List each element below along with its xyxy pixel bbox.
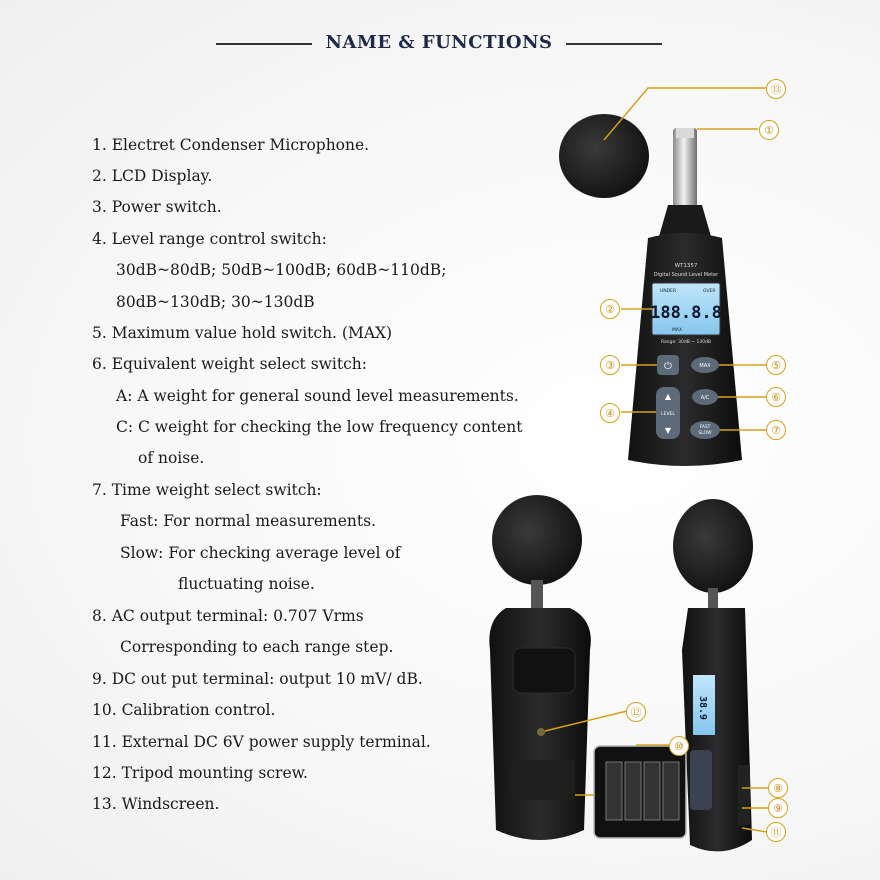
device-name: Digital Sound Level Meter (653, 272, 719, 278)
max-indicator: MAX (672, 328, 683, 333)
list-item-detail: Fast: For normal measurements. (120, 512, 376, 530)
ac-button-label: A/C (700, 395, 710, 401)
down-arrow-icon: ▼ (664, 426, 672, 435)
range-text: Range: 30dB ~ 130dB (660, 340, 712, 345)
max-button-label: MAX (699, 363, 711, 369)
windscreen-side (673, 499, 753, 593)
model-label: WT1357 (674, 263, 698, 269)
list-item: 3. Power switch. (92, 198, 222, 216)
list-item-detail: C: C weight for checking the low frequency content (116, 418, 523, 436)
list-item-detail: of noise. (138, 449, 205, 467)
windscreen (559, 114, 649, 198)
over-label: OVER (703, 289, 716, 294)
side-reading: 38.9 (697, 695, 708, 721)
list-item: 12. Tripod mounting screw. (92, 764, 308, 782)
list-item: 4. Level range control switch: (92, 230, 327, 248)
list-item-detail: Corresponding to each range step. (120, 638, 394, 656)
list-item: 2. LCD Display. (92, 167, 213, 185)
list-item-detail: A: A weight for general sound level measurements. (116, 387, 519, 405)
list-item: 1. Electret Condenser Microphone. (92, 136, 370, 154)
list-item: 10. Calibration control. (92, 701, 276, 719)
list-item: 8. AC output terminal: 0.707 Vrms (92, 607, 364, 625)
power-icon: ⏻ (664, 361, 672, 372)
list-item-detail: 30dB~80dB; 50dB~100dB; 60dB~110dB; (116, 261, 447, 279)
callout-4: ④ (600, 403, 620, 423)
callout-10: ⑩ (669, 736, 689, 756)
tripod-screw (537, 728, 545, 736)
callout-5: ⑤ (766, 355, 786, 375)
windscreen-back (492, 495, 582, 585)
list-item-detail: fluctuating noise. (178, 575, 315, 593)
up-arrow-icon: ▲ (664, 392, 672, 401)
callout-2: ② (600, 299, 620, 319)
slow-label: SLOW (698, 431, 712, 436)
callout-8: ⑧ (768, 778, 788, 798)
callout-12: ⑫ (626, 702, 646, 722)
list-item-detail: Slow: For checking average level of (120, 544, 401, 562)
fast-label: FAST (699, 425, 711, 430)
lcd-reading: 188.8.8 (650, 303, 722, 323)
callout-9: ⑨ (768, 798, 788, 818)
fast-slow-button (690, 421, 720, 439)
level-label: LEVEL (661, 412, 675, 417)
list-item: 5. Maximum value hold switch. (MAX) (92, 324, 393, 342)
callout-7: ⑦ (766, 420, 786, 440)
under-label: UNDER (660, 289, 677, 294)
list-item: 13. Windscreen. (92, 795, 220, 813)
list-item: 7. Time weight select switch: (92, 481, 322, 499)
page-title: NAME & FUNCTIONS (325, 32, 553, 53)
list-item-detail: 80dB~130dB; 30~130dB (116, 293, 315, 311)
callout-6: ⑥ (766, 387, 786, 407)
callout-3: ③ (600, 355, 620, 375)
callout-1: ① (759, 120, 779, 140)
callout-13: ⑬ (766, 79, 786, 99)
list-item: 9. DC out put terminal: output 10 mV/ dB. (92, 670, 423, 688)
list-item: 11. External DC 6V power supply terminal. (92, 733, 431, 751)
microphone-tube (673, 128, 697, 210)
list-item: 6. Equivalent weight select switch: (92, 355, 368, 373)
callout-11: ⑪ (766, 822, 786, 842)
